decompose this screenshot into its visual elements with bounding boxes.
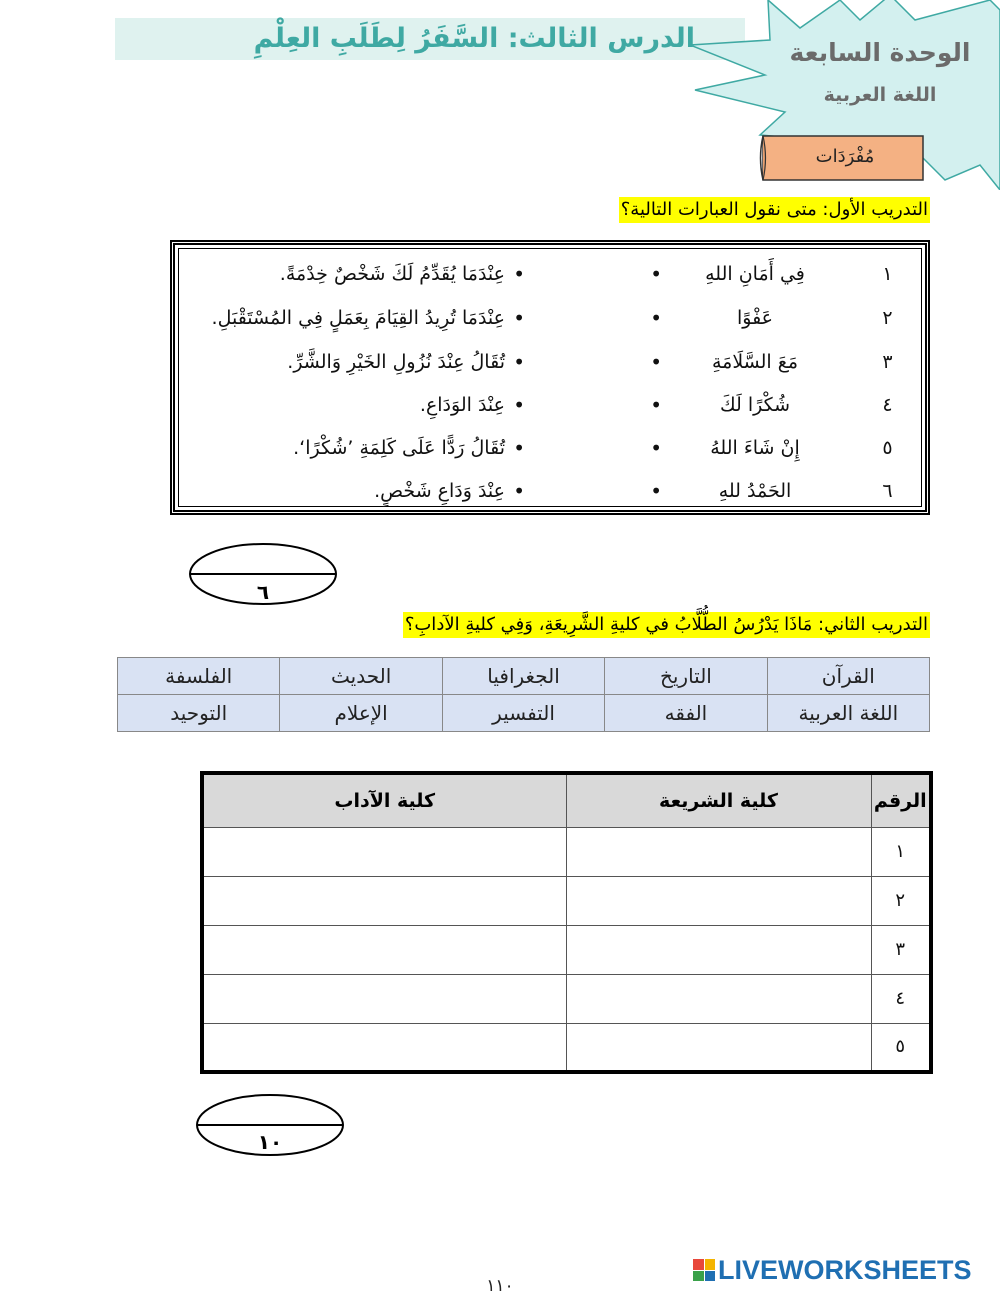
phrase: الحَمْدُ للهِ [718, 480, 792, 502]
answer-row-number: ٥ [871, 1023, 931, 1072]
row-number: ٦ [882, 480, 893, 502]
answer-table [200, 771, 933, 1074]
word-row [118, 695, 930, 732]
header-number: الرقم [871, 773, 931, 827]
answer-row-number: ٢ [871, 876, 931, 925]
match-dot-left[interactable]: • [650, 350, 662, 374]
match-row [175, 340, 925, 384]
meaning: عِنْدَ الوَدَاعِ. [419, 394, 505, 416]
answer-row [202, 974, 931, 1023]
score-oval-1 [188, 542, 338, 608]
answer-row-number: ٣ [871, 925, 931, 974]
sharia-answer-cell[interactable] [566, 1023, 871, 1072]
liveworksheets-logo[interactable] [693, 1254, 993, 1286]
answer-row [202, 1023, 931, 1072]
meaning: تُقَالُ عِنْدَ نُزُولِ الخَيْرِ وَالشَّرِّ. [287, 351, 505, 373]
meaning: عِنْدَ وَدَاعِ شَخْصٍ. [374, 480, 505, 502]
meaning: عِنْدَمَا يُقَدِّمُ لَكَ شَخْصٌ خِدْمَةً. [279, 263, 505, 285]
phrase: شُكْرًا لَكَ [719, 394, 791, 416]
match-dot-left[interactable]: • [650, 393, 662, 417]
header-sharia: كلية الشريعة [566, 773, 871, 827]
answer-row [202, 827, 931, 876]
word-cell[interactable]: اللغة العربية [767, 695, 929, 732]
answer-row-number: ٤ [871, 974, 931, 1023]
phrase: عَفْوًا [736, 307, 774, 329]
match-dot-right[interactable]: • [513, 436, 525, 460]
answer-header-row [202, 773, 931, 827]
answer-row-number: ١ [871, 827, 931, 876]
word-cell[interactable]: القرآن [767, 658, 929, 695]
match-dot-right[interactable]: • [513, 479, 525, 503]
phrase: مَعَ السَّلَامَةِ [711, 351, 799, 373]
match-dot-right[interactable]: • [513, 393, 525, 417]
match-dot-right[interactable]: • [513, 306, 525, 330]
word-row [118, 658, 930, 695]
header-arts: كلية الآداب [202, 773, 566, 827]
phrase: فِي أَمَانِ اللهِ [705, 263, 805, 285]
row-number: ١ [882, 263, 893, 285]
arts-answer-cell[interactable] [202, 876, 566, 925]
match-row [175, 252, 925, 296]
match-row [175, 383, 925, 427]
exercise2-question: التدريب الثاني: مَاذَا يَدْرُسُ الطُّلَّابُ في كليةِ الشَّرِيعَةِ، وَفِي كليةِ الآدابِ؟ [403, 612, 930, 638]
match-dot-left[interactable]: • [650, 262, 662, 286]
matching-box [170, 240, 930, 515]
word-cell[interactable]: التفسير [442, 695, 604, 732]
word-cell[interactable]: الفقه [605, 695, 767, 732]
word-cell[interactable]: التاريخ [605, 658, 767, 695]
subject-label: اللغة العربية [823, 84, 937, 106]
match-dot-right[interactable]: • [513, 262, 525, 286]
arts-answer-cell[interactable] [202, 1023, 566, 1072]
word-bank-table [117, 657, 930, 732]
row-number: ٥ [882, 437, 893, 459]
word-cell[interactable]: التوحيد [118, 695, 280, 732]
answer-row [202, 925, 931, 974]
word-cell[interactable]: الحديث [280, 658, 442, 695]
sharia-answer-cell[interactable] [566, 974, 871, 1023]
score-2: ١٠ [257, 1130, 283, 1154]
match-dot-left[interactable]: • [650, 436, 662, 460]
match-dot-left[interactable]: • [650, 479, 662, 503]
match-dot-left[interactable]: • [650, 306, 662, 330]
phrase: إِنْ شَاءَ اللهُ [710, 437, 800, 459]
vocab-label: مُفْرَدَات [815, 146, 875, 167]
meaning: عِنْدَمَا تُرِيدُ القِيَامَ بِعَمَلٍ فِي المُسْتَقْبَلِ. [211, 307, 505, 329]
word-cell[interactable]: الجغرافيا [442, 658, 604, 695]
meaning: تُقَالُ رَدًّا عَلَى كَلِمَةِ ’شُكْرًا‘. [293, 437, 505, 459]
sharia-answer-cell[interactable] [566, 925, 871, 974]
match-dot-right[interactable]: • [513, 350, 525, 374]
logo-blocks-icon [693, 1259, 715, 1281]
score-1: ٦ [256, 580, 270, 604]
row-number: ٣ [882, 351, 893, 373]
sharia-answer-cell[interactable] [566, 827, 871, 876]
unit-title: الوحدة السابعة [789, 38, 971, 67]
logo-text: LIVEWORKSHEETS [718, 1254, 972, 1285]
exercise1-question: التدريب الأول: متى نقول العبارات التالية؟ [619, 197, 930, 223]
arts-answer-cell[interactable] [202, 827, 566, 876]
match-row [175, 296, 925, 340]
match-row [175, 426, 925, 470]
word-cell[interactable]: الإعلام [280, 695, 442, 732]
arts-answer-cell[interactable] [202, 974, 566, 1023]
word-cell[interactable]: الفلسفة [118, 658, 280, 695]
score-oval-2 [195, 1093, 345, 1159]
match-row [175, 469, 925, 513]
row-number: ٢ [882, 307, 893, 329]
sharia-answer-cell[interactable] [566, 876, 871, 925]
page-number: ١١٠ [486, 1276, 514, 1294]
answer-row [202, 876, 931, 925]
row-number: ٤ [882, 394, 893, 416]
arts-answer-cell[interactable] [202, 925, 566, 974]
lesson-title: الدرس الثالث: السَّفَرُ لِطَلَبِ العِلْمِ [253, 23, 695, 54]
